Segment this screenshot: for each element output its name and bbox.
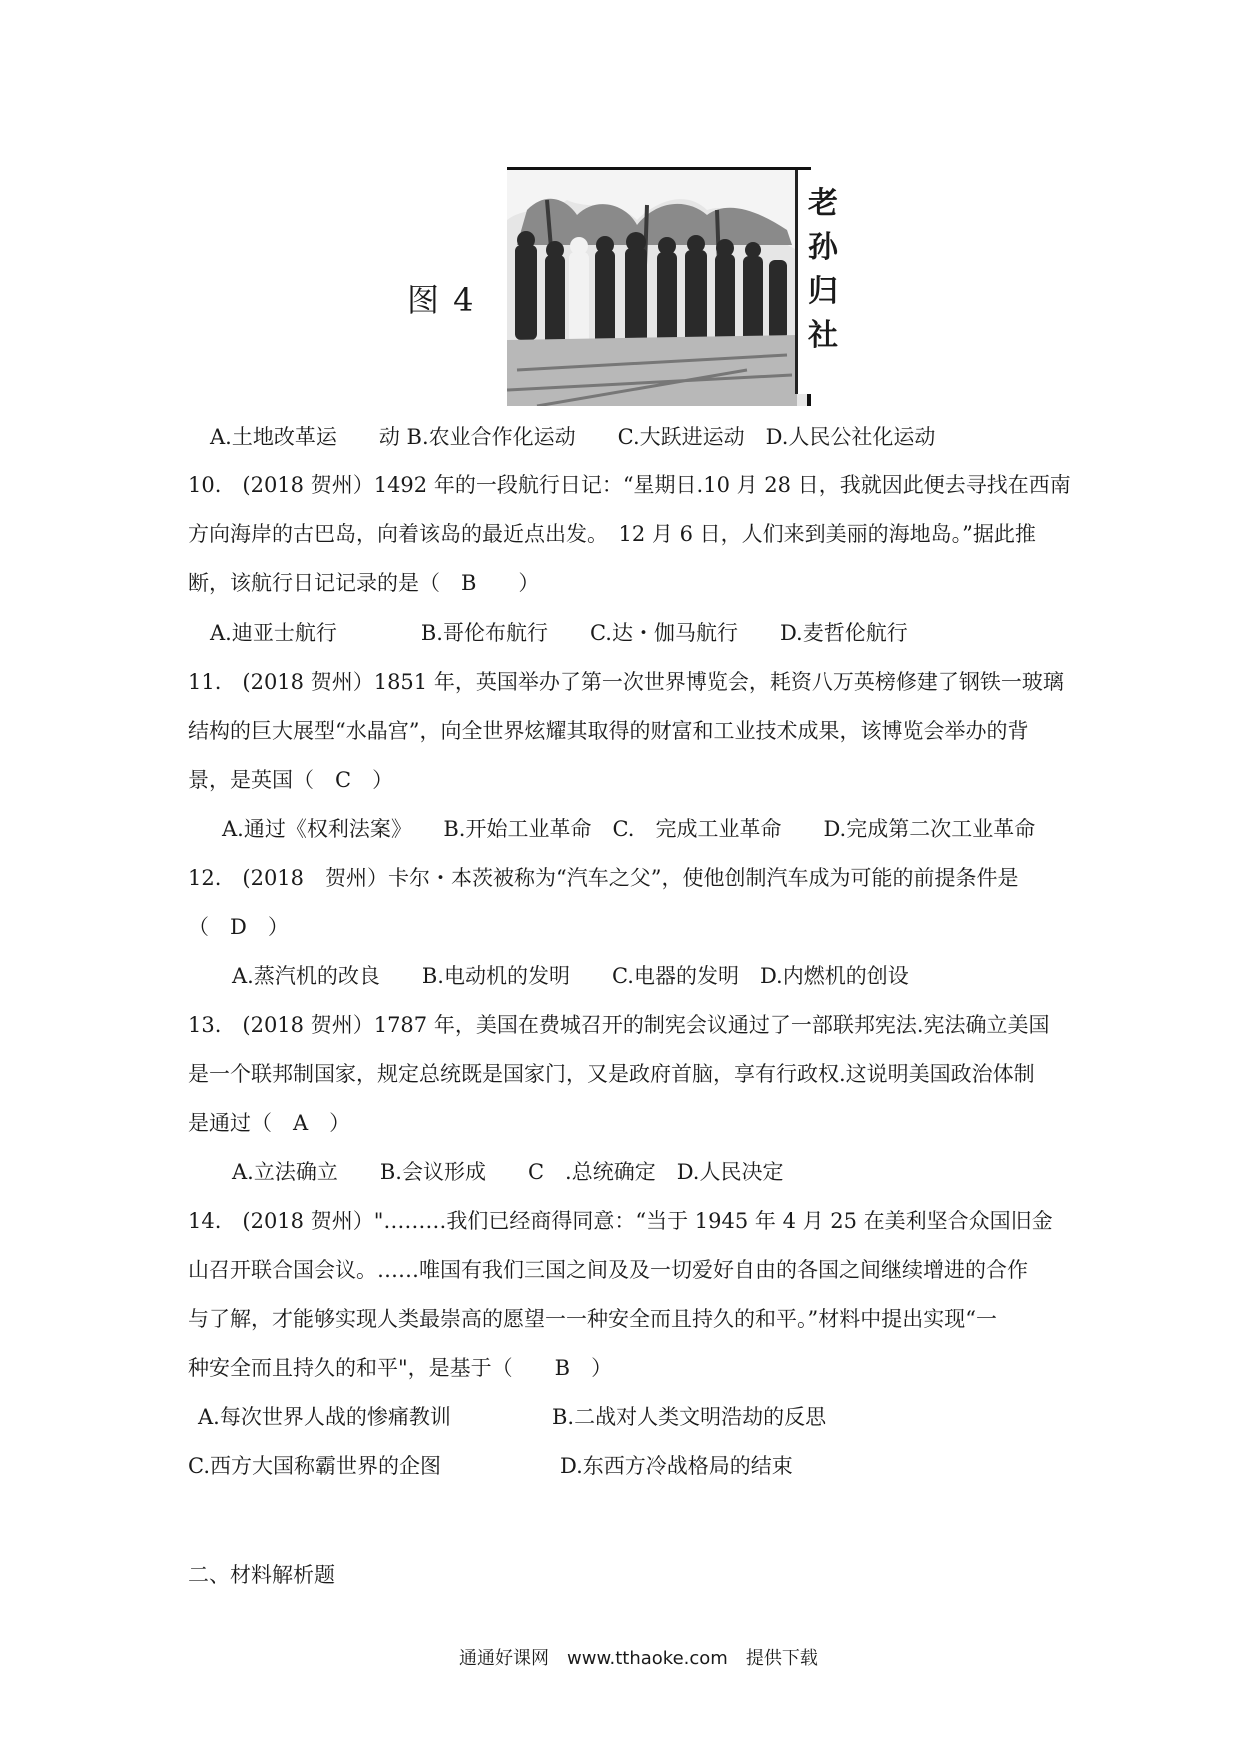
caption-char: 归 [808, 274, 838, 309]
q10-line-1: 10. (2018 贺州）1492 年的一段航行日记：“星期日.10 月 28 日，我就因此便去寻找在西南 [188, 473, 1071, 497]
caption-char: 社 [808, 318, 838, 353]
q11-line-3: 景，是英国（ C ） [188, 768, 394, 792]
q14-option-b: B.二战对人类文明浩劫的反思 [552, 1405, 827, 1429]
caption-char: 孙 [808, 230, 838, 265]
q9-options: A.土地改革运 动 B.农业合作化运动 C.大跃进运动 D.人民公社化运动 [210, 425, 936, 449]
q13-options: A.立法确立 B.会议形成 C .总统确定 D.人民决定 [232, 1160, 784, 1184]
q13-line-1: 13. (2018 贺州）1787 年，美国在费城召开的制宪会议通过了一部联邦宪法.宪法确立美国 [188, 1013, 1050, 1037]
q12-line-1: 12. (2018 贺州）卡尔・本茨被称为“汽车之父”，使他创制汽车成为可能的前提条件是 [188, 866, 1019, 890]
q14-option-d: D.东西方冷战格局的结束 [560, 1454, 793, 1478]
q14-line-1: 14. (2018 贺州）"………我们已经商得同意：“当于 1945 年 4 月 25 在美利坚合众国旧金 [188, 1209, 1053, 1233]
q10-line-3: 断，该航行日记记录的是（ B ） [188, 571, 540, 595]
q14-line-2: 山召开联合国会议。……唯国有我们三国之间及及一切爱好自由的各国之间继续增进的合作 [188, 1258, 1028, 1282]
figure-label: 图 4 [407, 281, 476, 319]
q11-line-1: 11. (2018 贺州）1851 年，英国举办了第一次世界博览会，耗资八万英榜修建了钢铁一玻璃 [188, 670, 1064, 694]
q14-option-c: C.西方大国称霸世界的企图 [188, 1454, 441, 1478]
q12-options: A.蒸汽机的改良 B.电动机的发明 C.电器的发明 D.内燃机的创设 [232, 964, 909, 988]
figure-photo [507, 167, 811, 406]
q10-line-2: 方向海岸的古巴岛，向着该岛的最近点出发。 12 月 6 日，人们来到美丽的海地岛。”据此推 [188, 522, 1036, 546]
q14-line-3: 与了解，才能够实现人类最崇高的愿望一一种安全而且持久的和平。”材料中提出实现“一 [188, 1307, 997, 1331]
q11-options: A.通过《权利法案》 B.开始工业革命 C. 完成工业革命 D.完成第二次工业革命 [222, 817, 1036, 841]
q13-line-2: 是一个联邦制国家，规定总统既是国家门，又是政府首脑，享有行政权.这说明美国政治体制 [188, 1062, 1035, 1086]
q14-line-4: 种安全而且持久的和平"，是基于（ B ） [188, 1356, 613, 1380]
q13-line-3: 是通过（ A ） [188, 1111, 351, 1135]
q10-options: A.迪亚士航行 B.哥伦布航行 C.达・伽马航行 D.麦哲伦航行 [210, 621, 908, 645]
section-title: 二、材料解析题 [188, 1563, 335, 1587]
q11-line-2: 结构的巨大展型“水晶宫”，向全世界炫耀其取得的财富和工业技术成果，该博览会举办的背 [188, 719, 1029, 743]
photo-illustration [507, 170, 807, 406]
q14-option-a: A.每次世界人战的惨痛教训 [198, 1405, 451, 1429]
footer-text: 通通好课网 www.tthaoke.com 提供下载 [459, 1648, 818, 1669]
caption-char: 老 [808, 186, 838, 221]
q12-line-2: （ D ） [188, 915, 289, 939]
figure-caption [795, 170, 848, 394]
